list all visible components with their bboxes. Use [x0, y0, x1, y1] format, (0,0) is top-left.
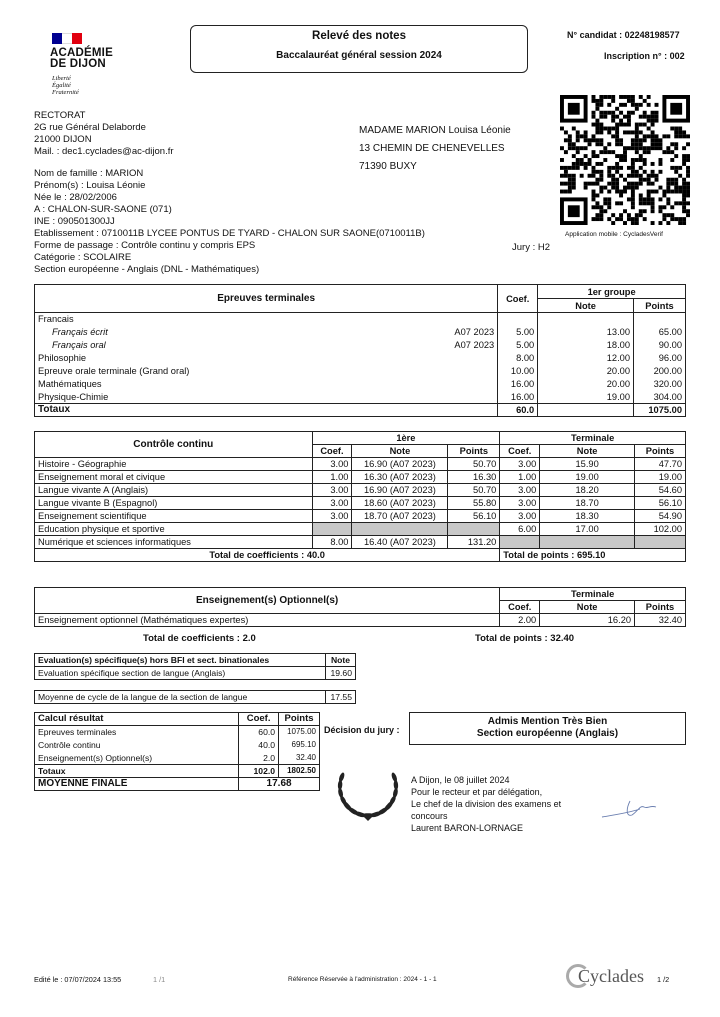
cc-note-1: [352, 523, 448, 536]
totals-coef: 60.0: [498, 404, 538, 417]
cc-note-2: 18.70: [540, 497, 635, 510]
epreuve-label: [35, 326, 498, 339]
moyenne-cycle-table: [34, 690, 356, 704]
motto-line: Liberté: [52, 75, 71, 82]
table-row: [35, 523, 686, 536]
table-row: [35, 726, 320, 739]
moyenne-finale-label: MOYENNE FINALE: [35, 778, 239, 791]
group-header: 1er groupe: [538, 285, 686, 299]
table-row: [35, 365, 686, 378]
epreuve-note: [538, 313, 634, 326]
epreuve-coef: [498, 313, 538, 326]
controle-continu-table: [34, 431, 686, 562]
signature-line: A Dijon, le 08 juillet 2024: [411, 775, 510, 785]
moyenne-finale-value: 17.68: [239, 778, 320, 791]
epreuve-label: [35, 391, 498, 404]
cc-coef-2: 3.00: [500, 484, 540, 497]
cc-points-1: 50.70: [448, 458, 500, 471]
table-row: [35, 497, 686, 510]
cc-label: Langue vivante A (Anglais): [35, 484, 313, 497]
cc-points-1: 56.10: [448, 510, 500, 523]
footer-page-ratio: 1 /1: [153, 975, 166, 984]
cc-note-2: [540, 536, 635, 549]
epreuve-name: Français écrit: [52, 327, 108, 337]
coef-header: Coef.: [312, 445, 352, 458]
cc-note-2: 17.00: [540, 523, 635, 536]
cc-points-2: 47.70: [635, 458, 686, 471]
epreuve-note: 13.00: [538, 326, 634, 339]
table-row: [35, 458, 686, 471]
cc-coef-2: 3.00: [500, 497, 540, 510]
epreuve-name: Mathématiques: [38, 379, 102, 389]
cc-coef-1: 1.00: [312, 471, 352, 484]
candidate-birthplace: A : CHALON-SUR-SAONE (071): [34, 204, 172, 215]
note-header: Note: [352, 445, 448, 458]
cc-points-2: 56.10: [635, 497, 686, 510]
cc-points-1: 131.20: [448, 536, 500, 549]
epreuve-points: 200.00: [634, 365, 686, 378]
document-title-box: [190, 25, 528, 73]
motto-line: Égalité: [52, 82, 71, 89]
rectorat-line: 21000 DIJON: [34, 134, 92, 145]
rectorat-mail: Mail. : dec1.cyclades@ac-dijon.fr: [34, 146, 174, 157]
optionnel-coef: 2.00: [500, 614, 540, 627]
table-row: [35, 614, 686, 627]
decision-label: Décision du jury :: [324, 725, 400, 735]
note-header: Note: [538, 299, 634, 313]
points-header: Points: [635, 601, 686, 614]
cc-label: Numérique et sciences informatiques: [35, 536, 313, 549]
terminale-header: Terminale: [500, 432, 686, 445]
note-header: Note: [540, 601, 635, 614]
epreuve-label: [35, 352, 498, 365]
candidate-lastname: Nom de famille : MARION: [34, 168, 144, 179]
candidate-category: Catégorie : SCOLAIRE: [34, 252, 132, 263]
cc-coef-2: 3.00: [500, 510, 540, 523]
epreuve-coef: 16.00: [498, 391, 538, 404]
cc-points-2: 19.00: [635, 471, 686, 484]
table-row: [35, 471, 686, 484]
epreuve-points: 320.00: [634, 378, 686, 391]
calcul-coef: 40.0: [239, 739, 279, 752]
cc-note-1: 16.30 (A07 2023): [352, 471, 448, 484]
marianne-flag-icon: [52, 33, 82, 44]
handwritten-signature-icon: [600, 795, 662, 825]
coef-header: Coef.: [500, 445, 540, 458]
signature-name: Laurent BARON-LORNAGE: [411, 823, 524, 833]
table-row: [35, 313, 686, 326]
calcul-label: Contrôle continu: [35, 739, 239, 752]
epreuve-session: A07 2023: [454, 340, 495, 350]
cyclades-brand: Cyclades: [578, 966, 644, 986]
points-header: Points: [634, 299, 686, 313]
table-row: [35, 378, 686, 391]
points-header: Points: [448, 445, 500, 458]
cc-label: Enseignement scientifique: [35, 510, 313, 523]
recipient-city: 71390 BUXY: [359, 161, 417, 172]
cc-coef-1: 3.00: [312, 458, 352, 471]
candidate-school: Etablissement : 0710011B LYCEE PONTUS DE TYARD - CHALON SUR SAONE(0710011B): [34, 228, 425, 239]
table-row: [35, 536, 686, 549]
coef-header: Coef.: [498, 285, 538, 313]
table-row: [35, 484, 686, 497]
note-header: Note: [326, 654, 356, 667]
cc-label: Education physique et sportive: [35, 523, 313, 536]
cc-label: Histoire - Géographie: [35, 458, 313, 471]
controle-title: Contrôle continu: [35, 432, 313, 458]
calcul-totals-coef: 102.0: [239, 765, 279, 778]
rectorat-line: RECTORAT: [34, 110, 86, 121]
epreuve-label: [35, 365, 498, 378]
cc-points-1: 55.80: [448, 497, 500, 510]
epreuve-session: A07 2023: [454, 327, 495, 337]
cc-coef-1: 8.00: [312, 536, 352, 549]
epreuve-points: 65.00: [634, 326, 686, 339]
calcul-points: 1075.00: [279, 726, 320, 739]
decision-line1: Admis Mention Très Bien: [487, 716, 608, 727]
recipient-name: MADAME MARION Louisa Léonie: [359, 125, 511, 136]
cc-coef-2: [500, 536, 540, 549]
epreuve-name: Epreuve orale terminale (Grand oral): [38, 366, 190, 376]
epreuve-coef: 8.00: [498, 352, 538, 365]
motto-line: Fraternité: [52, 89, 79, 96]
footer-edited: Edité le : 07/07/2024 13:55: [34, 975, 122, 984]
footer-reference: Référence Réservée à l'administration : 2024 - 1 - 1: [288, 976, 437, 983]
table-row: [35, 339, 686, 352]
cc-points-1: [448, 523, 500, 536]
opt-total-coef: Total de coefficients : 2.0: [143, 633, 256, 644]
document-title: Relevé des notes: [312, 30, 406, 42]
cc-coef-1: 3.00: [312, 484, 352, 497]
coef-header: Coef.: [239, 713, 279, 726]
calcul-totals-label: Totaux: [35, 765, 239, 778]
terminale-header: Terminale: [500, 588, 686, 601]
cc-note-2: 15.90: [540, 458, 635, 471]
cc-total-coef: Total de coefficients : 40.0: [35, 549, 500, 562]
qr-code-icon: [560, 95, 690, 225]
cc-points-2: 54.60: [635, 484, 686, 497]
footer-page: 1 /2: [657, 975, 670, 984]
cc-coef-1: 3.00: [312, 510, 352, 523]
academie-line1: ACADÉMIE: [50, 47, 113, 59]
opt-total-points: Total de points : 32.40: [475, 633, 575, 644]
calcul-totals-points: 1802.50: [279, 765, 320, 778]
cc-note-1: 16.90 (A07 2023): [352, 484, 448, 497]
optionnel-points: 32.40: [635, 614, 686, 627]
cc-coef-2: 3.00: [500, 458, 540, 471]
optionnel-table: [34, 587, 686, 627]
inscription-number: Inscription n° : 002: [604, 51, 685, 61]
rectorat-line: 2G rue Général Delaborde: [34, 122, 146, 133]
points-header: Points: [635, 445, 686, 458]
epreuve-coef: 16.00: [498, 378, 538, 391]
cc-coef-1: [312, 523, 352, 536]
epreuve-points: [634, 313, 686, 326]
specifique-title: Evaluation(s) spécifique(s) hors BFI et sect. binationales: [35, 654, 326, 667]
cc-note-1: 18.60 (A07 2023): [352, 497, 448, 510]
cc-label: Enseignement moral et civique: [35, 471, 313, 484]
calcul-resultat-table: [34, 712, 320, 791]
laurel-stamp-icon: [328, 745, 408, 823]
cc-coef-1: 3.00: [312, 497, 352, 510]
cc-points-1: 16.30: [448, 471, 500, 484]
recipient-street: 13 CHEMIN DE CHENEVELLES: [359, 143, 505, 154]
candidate-exam-form: Forme de passage : Contrôle continu y compris EPS: [34, 240, 256, 251]
epreuve-label: [35, 339, 498, 352]
points-header: Points: [279, 713, 320, 726]
table-row: [35, 352, 686, 365]
signature-block: [411, 774, 561, 834]
premiere-header: 1ère: [312, 432, 500, 445]
epreuve-label: [35, 313, 498, 326]
calcul-title: Calcul résultat: [35, 713, 239, 726]
calcul-coef: 60.0: [239, 726, 279, 739]
cc-points-2: 102.00: [635, 523, 686, 536]
cc-total-points: Total de points : 695.10: [500, 549, 686, 562]
table-row: [35, 326, 686, 339]
rectorat-address: [34, 110, 174, 158]
republic-motto: [52, 75, 79, 96]
epreuve-note: 19.00: [538, 391, 634, 404]
table-row: [35, 510, 686, 523]
candidate-ine: INE : 090501300JJ: [34, 216, 115, 227]
epreuve-name: Physique-Chimie: [38, 391, 109, 402]
moyenne-cycle-label: Moyenne de cycle de la langue de la section de langue: [35, 691, 326, 704]
candidate-section: Section européenne - Anglais (DNL - Mathématiques): [34, 264, 260, 275]
specifique-value: 19.60: [326, 667, 356, 680]
epreuve-label: [35, 378, 498, 391]
decision-box: [409, 712, 686, 745]
optionnel-title: Enseignement(s) Optionnel(s): [35, 588, 500, 614]
cc-points-1: 50.70: [448, 484, 500, 497]
calcul-label: Enseignement(s) Optionnel(s): [35, 752, 239, 765]
epreuve-name: Philosophie: [38, 353, 87, 363]
epreuve-note: 20.00: [538, 365, 634, 378]
epreuves-title: Epreuves terminales: [35, 285, 498, 313]
signature-line: concours: [411, 811, 448, 821]
evaluation-specifique-table: [34, 653, 356, 680]
decision-line2: Section européenne (Anglais): [476, 728, 619, 739]
moyenne-cycle-value: 17.55: [326, 691, 356, 704]
candidate-info: [34, 168, 425, 276]
epreuve-coef: 5.00: [498, 339, 538, 352]
epreuves-terminales-table: [34, 284, 686, 417]
totals-label: Totaux: [35, 404, 498, 417]
candidate-number: N° candidat : 02248198577: [567, 30, 680, 40]
calcul-points: 32.40: [279, 752, 320, 765]
epreuve-points: 96.00: [634, 352, 686, 365]
epreuve-points: 90.00: [634, 339, 686, 352]
cc-points-2: 54.90: [635, 510, 686, 523]
academie-logo: [50, 48, 113, 70]
cc-note-1: 16.40 (A07 2023): [352, 536, 448, 549]
document-subtitle: Baccalauréat général session 2024: [276, 50, 442, 61]
cc-note-2: 18.20: [540, 484, 635, 497]
optionnel-note: 16.20: [540, 614, 635, 627]
cc-note-2: 18.30: [540, 510, 635, 523]
jury-label: Jury : H2: [512, 242, 551, 253]
epreuve-note: 12.00: [538, 352, 634, 365]
academie-line2: DE DIJON: [50, 58, 106, 70]
note-header: Note: [540, 445, 635, 458]
totals-points: 1075.00: [634, 404, 686, 417]
signature-line: Pour le recteur et par délégation,: [411, 787, 543, 797]
epreuve-points: 304.00: [634, 391, 686, 404]
cc-coef-2: 1.00: [500, 471, 540, 484]
cc-note-1: 16.90 (A07 2023): [352, 458, 448, 471]
coef-header: Coef.: [500, 601, 540, 614]
epreuve-coef: 5.00: [498, 326, 538, 339]
candidate-firstname: Prénom(s) : Louisa Léonie: [34, 180, 146, 191]
signature-line: Le chef de la division des examens et: [411, 799, 562, 809]
table-row: [35, 391, 686, 404]
epreuve-name: Français oral: [52, 340, 106, 350]
optionnel-label: Enseignement optionnel (Mathématiques expertes): [35, 614, 500, 627]
cc-note-2: 19.00: [540, 471, 635, 484]
table-row: [35, 752, 320, 765]
cc-note-1: 18.70 (A07 2023): [352, 510, 448, 523]
epreuve-note: 20.00: [538, 378, 634, 391]
qr-caption: Application mobile : CycladesVerif: [565, 231, 663, 238]
candidate-birthdate: Née le : 28/02/2006: [34, 192, 117, 203]
cc-points-2: [635, 536, 686, 549]
epreuve-note: 18.00: [538, 339, 634, 352]
table-row: [35, 739, 320, 752]
cc-label: Langue vivante B (Espagnol): [35, 497, 313, 510]
specifique-label: Evaluation spécifique section de langue (Anglais): [35, 667, 326, 680]
calcul-coef: 2.0: [239, 752, 279, 765]
calcul-points: 695.10: [279, 739, 320, 752]
cc-coef-2: 6.00: [500, 523, 540, 536]
epreuve-coef: 10.00: [498, 365, 538, 378]
calcul-label: Epreuves terminales: [35, 726, 239, 739]
epreuve-name: Francais: [38, 314, 74, 325]
